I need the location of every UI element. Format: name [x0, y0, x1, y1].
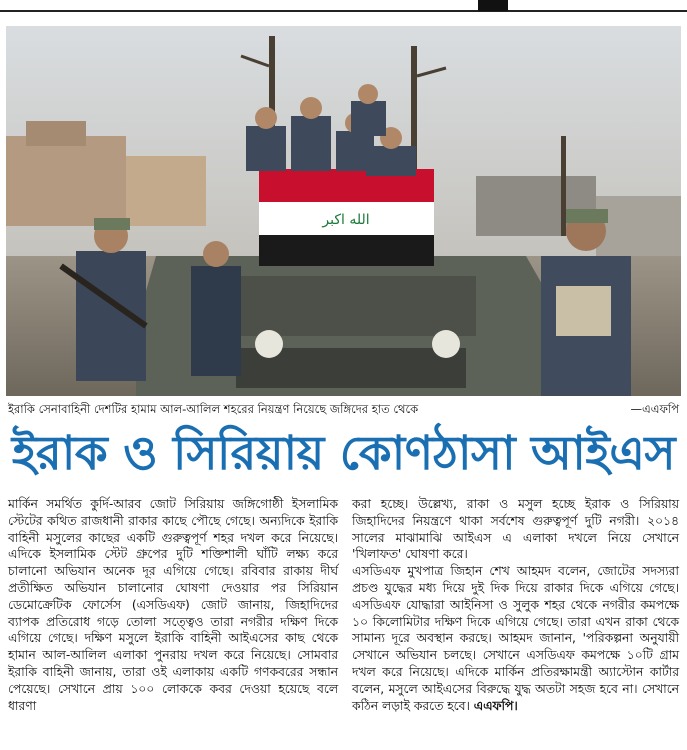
- article-paragraph-text: এসডিএফ মুখপাত্র জিহান শেখ আহমদ বলেন, জোটের সদস্যরা প্রচণ্ড যুদ্ধের মধ্য দিয়ে দুই দিক দিয়ে রাকার দিকে এগিয়ে গেছে। এসডিএফ যোদ্ধারা আইনিসা ও সুলুক শহর থেকে নগরীর কমপক্ষে ১০ কিলোমিটার দক্ষিণ দিকে এগিয়ে গেছে। তারা এখন রাকা থেকে সামান্য দূরে অবস্থান করছে। আহমদ জানান, 'পরিকল্পনা অনুযায়ী সেখানে অভিযান চলছে। সেখানে এসডিএফ কমপক্ষে ১০টি গ্রাম দখল করে নিয়েছে। এদিকে মার্কিন প্রতিরক্ষামন্ত্রী অ্যাস্টোন কার্টার বলেন, মসুলে আইএসের বিরুদ্ধে যুদ্ধ অতটা সহজ হবে না। সেখানে কঠিন লড়াই করতে হবে।: [352, 564, 679, 713]
- headline-block: [0, 418, 687, 490]
- photo-soldiers-with-flag-icon: [6, 26, 681, 396]
- news-photo: [6, 26, 681, 396]
- caption-text: ইরাকি সেনাবাহিনী দেশটির হামাম আল-আলিল শহরের নিয়ন্ত্রণ নিয়েছে জঙ্গিদের হাত থেকে: [8, 402, 419, 416]
- article-paragraph: মার্কিন সমর্থিত কুর্দি-আরব জোট সিরিয়ায় জঙ্গিগোষ্ঠী ইসলামিক স্টেটের কথিত রাজধানী রাকার কাছে পৌছে গেছে। অন্যদিকে ইরাকি বাহিনী মসুলের কাছের একটি গুরুত্বপূর্ণ শহর দখল করে নিয়েছে। এদিকে ইসলামিক স্টেট গ্রুপের দুটি শক্তিশালী ঘাঁটি লক্ষ্য করে চালানো অভিযান অনেক দূর এগিয়ে গেছে। রবিবার রাকায় দীর্ঘ প্রতীক্ষিত অভিযান চালানোর ঘোষণা দেওয়ার পর সিরিয়ান ডেমোক্রেটিক ফোর্সেস (এসডিএফ) জোট জানায়, জিহাদিদের ব্যাপক প্রতিরোধ গড়ে তোলা সত্ত্বেও তারা নগরীর দক্ষিণ দিকে এগিয়ে গেছে। দক্ষিণ মসুলে ইরাকি বাহিনী আইএসের কাছ থেকে হামান আল-আলিল এলাকা পুনরায় দখল করে নিয়েছে। সোমবার ইরাকি বাহিনী জানায়, তারা ওই এলাকায় একটি গণকবরের সন্ধান পেয়েছে। সেখানে প্রায় ১০০ লোককে কবর দেওয়া হয়েছে বলে ধারণা: [8, 497, 338, 713]
- flag-inscription: الله اکبر: [322, 212, 370, 228]
- clipped-masthead-glyph: [478, 0, 508, 11]
- article-column-right: [352, 496, 679, 714]
- photo-credit: —এএফপি: [630, 402, 679, 416]
- article-column-left: [8, 496, 338, 714]
- top-divider: [0, 10, 687, 12]
- headline: ইরাক ও সিরিয়ায় কোণঠাসা আইএস: [11, 426, 676, 481]
- article-paragraph: করা হচ্ছে। উল্লেখ্য, রাকা ও মসুল হচ্ছে ইরাক ও সিরিয়ায় জিহাদিদের নিয়ন্ত্রণে থাকা সর্বশেষ গুরুত্বপূর্ণ দুটি নগরী। ২০১৪ সালের মাঝামাঝি আইএস এ এলাকা দখলে নিয়ে সেখানে 'খিলাফত' ঘোষণা করে।: [352, 497, 679, 562]
- page-top-rule: [0, 0, 687, 12]
- article-paragraph: [352, 563, 679, 714]
- photo-caption: [8, 400, 679, 418]
- agency-signoff: এএফপি।: [473, 698, 518, 713]
